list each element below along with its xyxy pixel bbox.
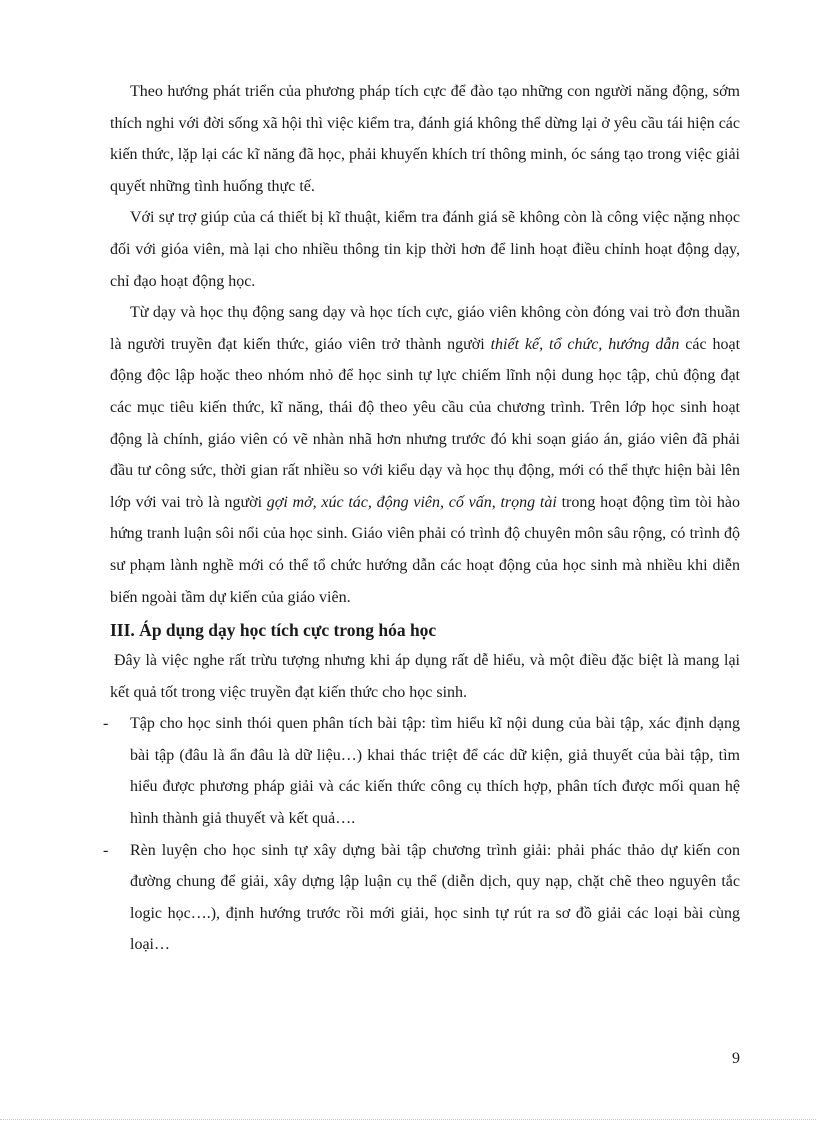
paragraph-text: các hoạt động độc lập hoặc theo nhóm nhỏ để học sinh tự lực chiếm lĩnh nội dung học tập, chủ động đạt các mục tiêu kiến thức, kĩ năng, thái độ theo yêu cầu của chương trình. Trên lớp học sinh hoạt động là chính, giáo viên có vẽ nhàn nhã hơn nhưng trước đó khi soạn giáo án, giáo viên đã phải đầu tư công sức, thời gian rất nhiều so với kiểu dạy và học thụ động, mới có thể thực hiện bài lên lớp với vai trò là người bbox=[110, 335, 741, 511]
italic-phrase: gợi mở, xúc tác, động viên, cố vấn, trọng tài bbox=[266, 493, 557, 511]
list-item bbox=[103, 708, 740, 834]
paragraph-teacher-role bbox=[110, 297, 740, 613]
page-number: 9 bbox=[732, 1050, 740, 1067]
paragraph-technology: Với sự trợ giúp của cá thiết bị kĩ thuật, kiểm tra đánh giá sẽ không còn là công việc nặng nhọc đối với gióa viên, mà lại cho nhiều thông tin kịp thời hơn để linh hoạt điều chỉnh hoạt động dạy, chỉ đạo hoạt động học. bbox=[110, 209, 740, 290]
list-item-text: Tập cho học sinh thói quen phân tích bài tập: tìm hiểu kĩ nội dung của bài tập, xác định dạng bài tập (đâu là ẩn đâu là dữ liệu…) khai thác triệt để các dữ kiện, giả thuyết của bài tập, tìm hiểu được phương pháp giải và các kiến thức công cụ thích hợp, phân tích được mối quan hệ hình thành giả thuyết và kết quả…. bbox=[130, 715, 740, 828]
footer-divider bbox=[0, 1119, 816, 1120]
paragraph-text: trong hoạt động tìm tòi hào hứng tranh luận sôi nổi của học sinh. Giáo viên phải có trình độ chuyên môn sâu rộng, có trình độ sư phạm lành nghề mới có thể tổ chức hướng dẫn các hoạt động của học sinh mà nhiều khi diễn biến ngoài tầm dự kiến của giáo viên. bbox=[110, 493, 740, 606]
italic-phrase: thiết kế, tổ chức, hướng dẫn bbox=[490, 335, 680, 353]
section-heading: III. Áp dụng dạy học tích cực trong hóa học bbox=[110, 620, 437, 641]
bullet-list bbox=[103, 708, 740, 961]
bullet-dash: - bbox=[103, 715, 109, 733]
list-item-text: Rèn luyện cho học sinh tự xây dựng bài tập chương trình giải: phải phác thảo dự kiến con đường chung để giải, xây dựng lập luận cụ thể (diễn dịch, quy nạp, chặt chẽ theo nguyên tắc logic học….), định hướng trước rồi mới giải, học sinh tự rút ra sơ đồ giải các loại bài cùng loại… bbox=[130, 841, 740, 954]
list-item bbox=[103, 835, 740, 961]
document-page bbox=[103, 76, 741, 961]
paragraph-assessment: Theo hướng phát triển của phương pháp tích cực để đào tạo những con người năng động, sớm thích nghi với đời sống xã hội thì việc kiểm tra, đánh giá không thể dừng lại ở yêu cầu tái hiện các kiến thức, lặp lại các kĩ năng đã học, phải khuyến khích trí thông minh, óc sáng tạo trong việc giải quyết những tình huống thực tế. bbox=[110, 83, 740, 195]
section-intro: Đây là việc nghe rất trừu tượng nhưng khi áp dụng rất dễ hiểu, và một điều đặc biệt là mang lại kết quả tốt trong việc truyền đạt kiến thức cho học sinh. bbox=[110, 652, 740, 701]
bullet-dash: - bbox=[103, 841, 109, 859]
paragraph-text: Từ dạy và học thụ động sang dạy và học tích cực, giáo viên không còn đóng vai trò đơn thuần là người truyền đạt kiến thức, giáo viên trở thành người bbox=[110, 304, 740, 353]
